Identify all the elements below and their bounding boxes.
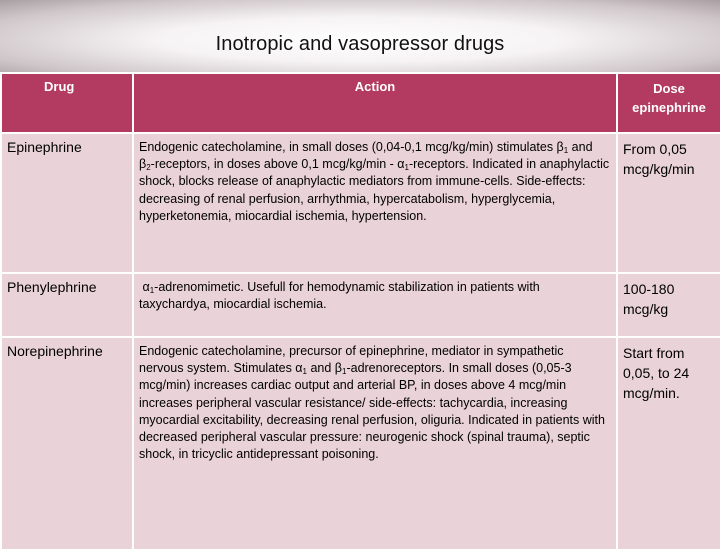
action-text-part: and β bbox=[139, 140, 593, 172]
subscript: 1 bbox=[149, 286, 155, 295]
action-text-part: Endogenic catecholamine, in small doses (0,04-0,1 mcg/kg/min) stimulates β bbox=[139, 140, 564, 154]
action-text-part: -receptors, in doses above 0,1 mcg/kg/min - α bbox=[150, 157, 405, 172]
action-epinephrine bbox=[133, 133, 617, 273]
drug-name-phenylephrine: Phenylephrine bbox=[1, 273, 133, 337]
drug-name-norepinephrine: Norepinephrine bbox=[1, 337, 133, 550]
action-text-part: -adrenomimetic. Usefull for hemodynamic stabilization in patients with taxychardya, miocardial ischemia. bbox=[139, 280, 540, 312]
header-drug: Drug bbox=[1, 73, 133, 133]
action-text-part: -receptors. Indicated in anaphylactic shock, blocks release of anaphylactic mediators from immune-cells. Side-effects: decreasing of renal perfusion, arrhythmia, hypercatabolism, hyperglycemia, hyperketonemia, miocardial ischemia, hypertension. bbox=[139, 157, 610, 223]
table-header-row bbox=[1, 73, 720, 133]
header-dose: Dose epinephrine bbox=[617, 73, 720, 133]
subscript: 1 bbox=[563, 146, 569, 155]
drug-name-epinephrine: Epinephrine bbox=[1, 133, 133, 273]
drug-table bbox=[0, 72, 720, 551]
action-text-part: -adrenoreceptors. In small doses (0,05-3 mcg/min) increases cardiac output and arterial BP, in doses above 4 mcg/min increases peripheral vascular resistance/ side-effects: tachycardia, increasing myocardial excitability, decreasing renal perfusion, oliguria. Indicated in patients with decreased peripheral vascular pressure: neurogenic shock (spinal trauma), septic shock, in tricyclic antidepressant poisoning. bbox=[139, 361, 605, 462]
dose-epinephrine: From 0,05 mcg/kg/min bbox=[617, 133, 720, 273]
dose-phenylephrine: 100-180 mcg/kg bbox=[617, 273, 720, 337]
table-row-epinephrine bbox=[1, 133, 720, 273]
table-row-norepinephrine bbox=[1, 337, 720, 550]
table-row-phenylephrine bbox=[1, 273, 720, 337]
action-text-part: α bbox=[139, 280, 150, 294]
slide-title: Inotropic and vasopressor drugs bbox=[215, 33, 505, 55]
subscript: 1 bbox=[404, 163, 409, 173]
subscript: 2 bbox=[146, 163, 151, 173]
action-text-part: Endogenic catecholamine, precursor of epinephrine, mediator in sympathetic nervous system. Stimulates α bbox=[139, 344, 564, 376]
subscript: 1 bbox=[302, 367, 307, 377]
action-norepinephrine bbox=[133, 337, 617, 550]
action-text-part: and β bbox=[307, 361, 342, 376]
subscript: 1 bbox=[342, 367, 347, 377]
action-phenylephrine bbox=[133, 273, 617, 337]
header-action: Action bbox=[133, 73, 617, 133]
dose-norepinephrine: Start from 0,05, to 24 mcg/min. bbox=[617, 337, 720, 550]
